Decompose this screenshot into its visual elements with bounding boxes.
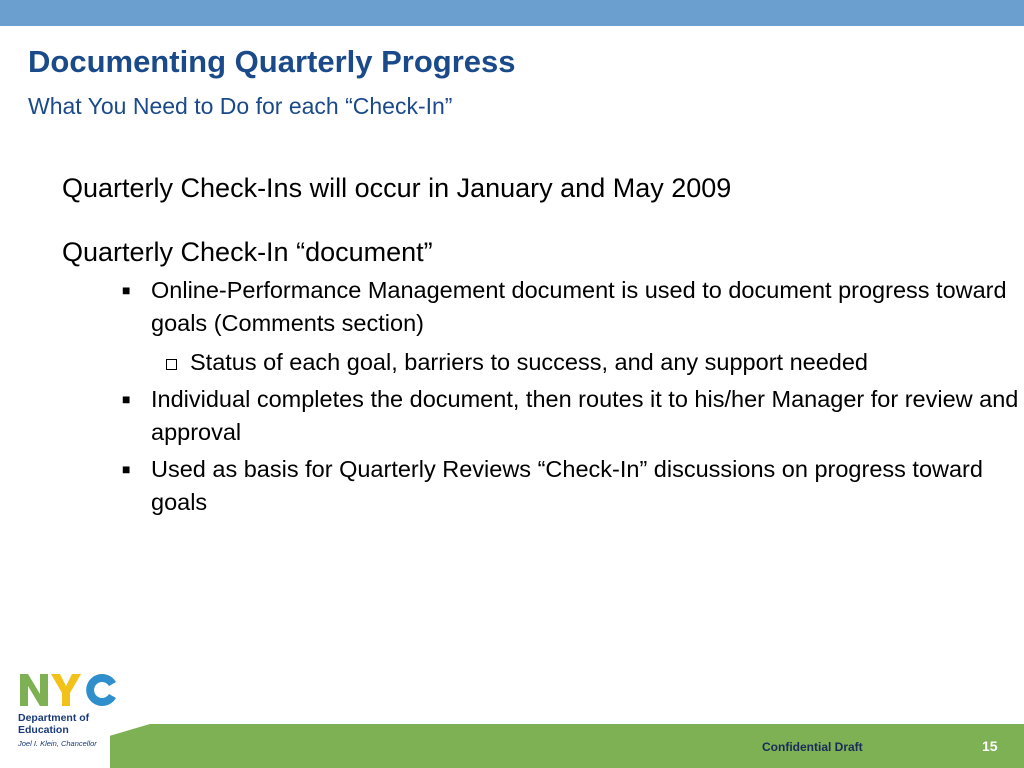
square-bullet-icon: ■ (122, 461, 131, 477)
footer-bar (0, 724, 1024, 768)
sub-point-basis-for-reviews (62, 453, 1022, 519)
nyc-doe-logo (18, 672, 128, 752)
top-accent-bar (0, 0, 1024, 26)
sub-point-text: Online-Performance Management document is used to document progress toward goals (Comments section) (151, 277, 1007, 336)
slide-title: Documenting Quarterly Progress (28, 44, 516, 79)
sub-sub-point-text: Status of each goal, barriers to success, and any support needed (190, 349, 869, 375)
sub-point-individual-completes (62, 383, 1022, 449)
point-check-in-schedule: Quarterly Check-Ins will occur in January and May 2009 (62, 173, 732, 203)
square-bullet-icon: ■ (122, 282, 131, 298)
slide-content (62, 170, 1022, 519)
footer-confidential-label: Confidential Draft (762, 740, 863, 754)
sub-sub-point-status (62, 346, 1022, 379)
logo-chancellor: Joel I. Klein, Chancellor (18, 739, 97, 748)
slide-subtitle: What You Need to Do for each “Check-In” (28, 93, 453, 119)
sub-point-online-document (62, 274, 1022, 340)
point-check-in-document: Quarterly Check-In “document” (62, 237, 433, 267)
nyc-logo-icon (18, 672, 122, 708)
logo-department-name: Department of Education (18, 712, 90, 736)
sub-point-text: Individual completes the document, then routes it to his/her Manager for review and approval (151, 386, 1019, 445)
square-bullet-icon: ■ (122, 391, 131, 407)
sub-point-text: Used as basis for Quarterly Reviews “Check-In” discussions on progress toward goals (151, 456, 983, 515)
page-number: 15 (982, 738, 998, 754)
hollow-box-bullet-icon (166, 359, 177, 370)
